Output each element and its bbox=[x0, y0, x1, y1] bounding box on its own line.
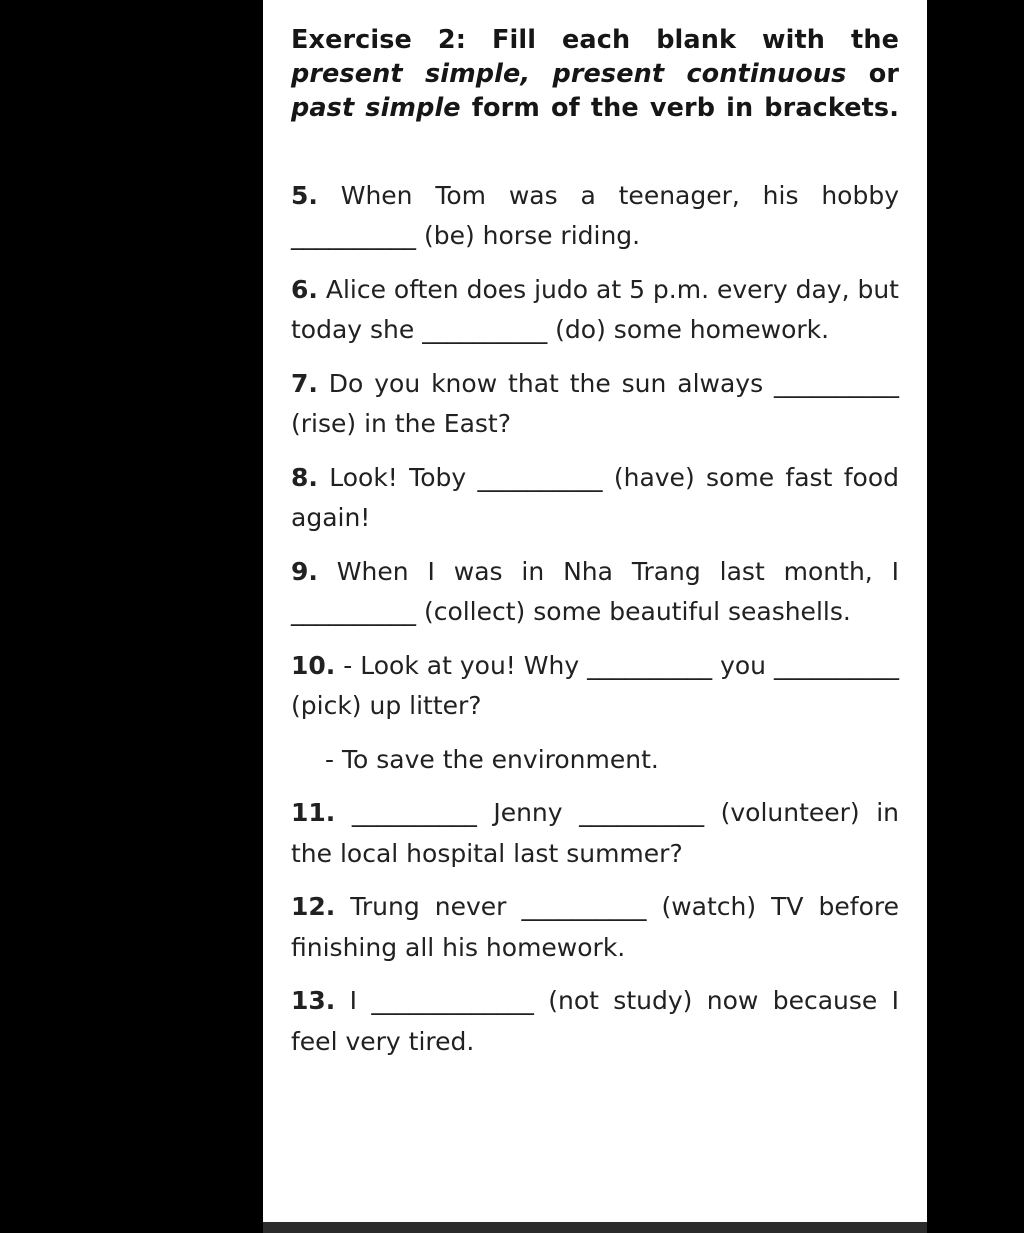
exercise-item-13 bbox=[291, 981, 899, 1062]
exercise-item-12 bbox=[291, 887, 899, 968]
exercise-item-10-answer bbox=[291, 740, 899, 781]
item-number-12: 12. bbox=[291, 892, 336, 922]
left-letterbox bbox=[0, 0, 263, 1233]
item-number-13: 13. bbox=[291, 986, 336, 1016]
title-body-spacer bbox=[291, 126, 899, 176]
title-mid: or bbox=[846, 58, 899, 89]
item-text-12: Trung never __________ (watch) TV before finishing all his homework. bbox=[291, 892, 899, 962]
item-text-10-answer: - To save the environment. bbox=[325, 744, 659, 774]
worksheet-page bbox=[263, 0, 927, 1222]
title-tail: form of the verb in brackets. bbox=[460, 92, 899, 123]
item-text-9: When I was in Nha Trang last month, I __________ (collect) some beautiful seashells. bbox=[291, 556, 899, 627]
item-text-11: __________ Jenny __________ (volunteer) in the local hospital last summer? bbox=[291, 798, 899, 868]
item-number-6: 6. bbox=[291, 274, 318, 304]
item-number-8: 8. bbox=[291, 462, 318, 492]
exercise-item-8 bbox=[291, 458, 899, 539]
item-number-10: 10. bbox=[291, 650, 336, 680]
page-title bbox=[291, 24, 899, 126]
exercise-item-6 bbox=[291, 270, 899, 351]
title-lead: Exercise 2: Fill each blank with the bbox=[291, 25, 899, 55]
page-bottom-edge bbox=[263, 1222, 927, 1233]
title-italic-1: present simple, present continuous bbox=[291, 58, 847, 89]
exercise-item-9 bbox=[291, 552, 899, 633]
item-number-7: 7. bbox=[291, 368, 318, 398]
item-text-10: - Look at you! Why __________ you __________ (pick) up litter? bbox=[291, 650, 899, 721]
item-text-8: Look! Toby __________ (have) some fast food again! bbox=[291, 462, 899, 533]
item-number-5: 5. bbox=[291, 180, 318, 210]
item-text-7: Do you know that the sun always __________ (rise) in the East? bbox=[291, 368, 899, 439]
item-text-5: When Tom was a teenager, his hobby __________ (be) horse riding. bbox=[291, 180, 899, 251]
item-text-6: Alice often does judo at 5 p.m. every day, but today she __________ (do) some homework. bbox=[291, 274, 899, 345]
exercise-item-10 bbox=[291, 646, 899, 727]
item-number-11: 11. bbox=[291, 798, 336, 828]
item-text-13: I _____________ (not study) now because I feel very tired. bbox=[291, 986, 899, 1056]
right-letterbox bbox=[927, 0, 1024, 1233]
exercise-item-7 bbox=[291, 364, 899, 445]
exercise-item-5 bbox=[291, 176, 899, 257]
title-italic-2: past simple bbox=[291, 92, 461, 123]
exercise-item-11 bbox=[291, 793, 899, 874]
item-number-9: 9. bbox=[291, 556, 318, 586]
